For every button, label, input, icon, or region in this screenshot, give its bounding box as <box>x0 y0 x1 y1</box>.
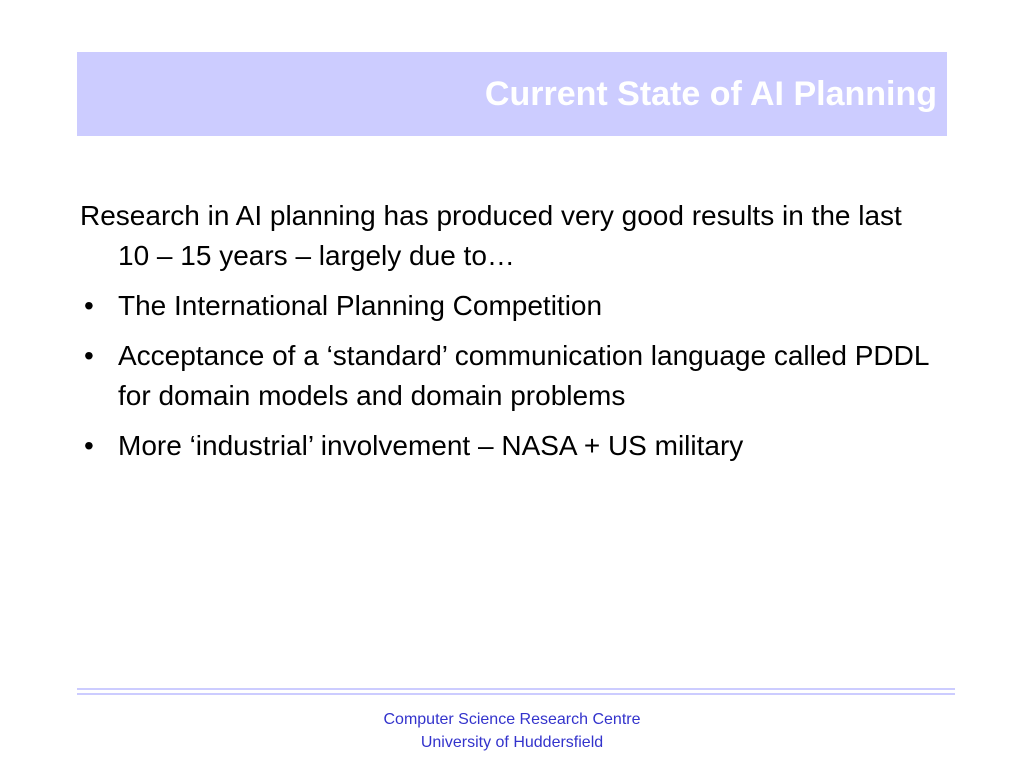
footer <box>0 708 1024 754</box>
bullet-icon: • <box>84 290 94 321</box>
intro-paragraph: Research in AI planning has produced very good results in the last 10 – 15 years – largely due to… <box>80 200 902 271</box>
bullet-icon: • <box>84 340 94 371</box>
footer-university: University of Huddersfield <box>420 734 604 751</box>
footer-divider <box>77 688 955 690</box>
footer-divider <box>77 693 955 695</box>
footer-organization: Computer Science Research Centre <box>383 711 641 728</box>
bullet-text: Acceptance of a ‘standard’ communication language called PDDL for domain models and domain problems <box>118 340 929 411</box>
bullet-text: More ‘industrial’ involvement – NASA + US military <box>118 430 744 461</box>
bullet-list <box>80 286 940 466</box>
slide-title: Current State of AI Planning <box>484 75 937 113</box>
bullet-item <box>80 336 940 416</box>
title-band <box>77 52 947 136</box>
bullet-icon: • <box>84 430 94 461</box>
slide-body <box>80 196 940 476</box>
bullet-item <box>80 286 940 326</box>
bullet-text: The International Planning Competition <box>118 290 603 321</box>
bullet-item <box>80 426 940 466</box>
